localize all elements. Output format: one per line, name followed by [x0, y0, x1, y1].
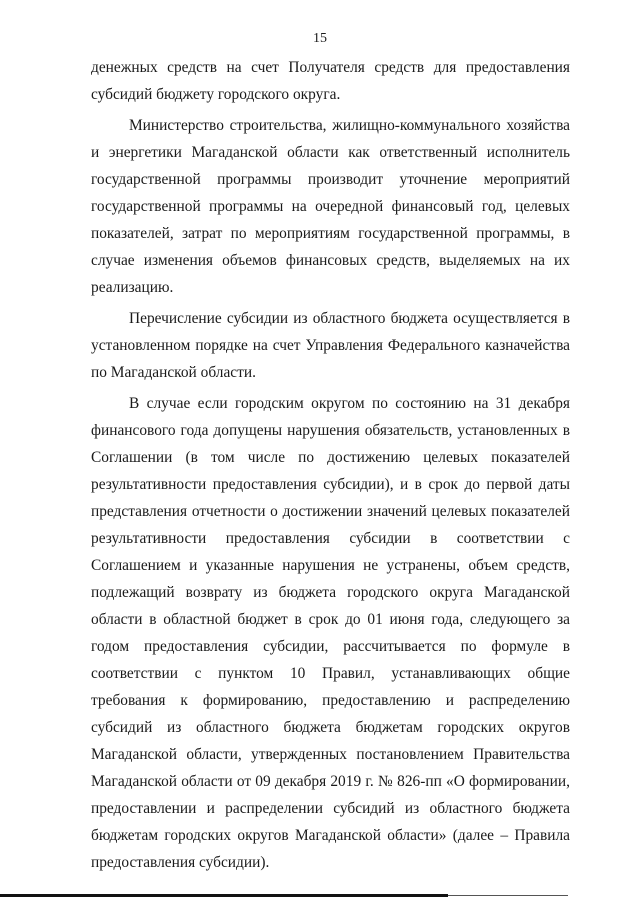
bottom-divider-line-thin [448, 895, 568, 896]
paragraph-ministry-clarification: Министерство строительства, жилищно-коммунального хозяйства и энергетики Магаданской области как ответственный исполнитель государственной программы производит уточнение мероприятий государственной программы на очередной финансовый год, целевых показателей, затрат по мероприятиям государственной программы, в случае изменения объемов финансовых средств, выделяемых на их реализацию. [91, 117, 570, 296]
page-number: 15 [313, 31, 327, 46]
paragraph-subsidy-transfer: Перечисление субсидии из областного бюджета осуществляется в установленном порядке на счет Управления Федерального казначейства по Магаданской области. [91, 310, 570, 381]
paragraph-refund-conditions: В случае если городским округом по состоянию на 31 декабря финансового года допущены нарушения обязательств, установленных в Соглашении (в том числе по достижению целевых показателей результативности предоставления субсидии), и в срок до первой даты представления отчетности о достижении значений целевых показателей результативности предоставления субсидии в соответствии с Соглашением и указанные нарушения не устранены, объем средств, подлежащий возврату из бюджета городского округа Магаданской области в областной бюджет в срок до 01 июня года, следующего за годом предоставления субсидии, рассчитывается по формуле в соответствии с пунктом 10 Правил, устанавливающих общие требования к формированию, предоставлению и распределению субсидий из областного бюджета бюджетам городских округов Магаданской области, утвержденных постановлением Правительства Магаданской области от 09 декабря 2019 г. № 826-пп «О формировании, предоставлении и распределении субсидий из областного бюджета бюджетам городских округов Магаданской области» (далее – Правила предоставления субсидии). [91, 395, 570, 871]
bottom-divider-line [0, 894, 448, 897]
document-body [91, 54, 570, 880]
paragraph-continuation: денежных средств на счет Получателя средств для предоставления субсидий бюджету городского округа. [91, 59, 570, 103]
